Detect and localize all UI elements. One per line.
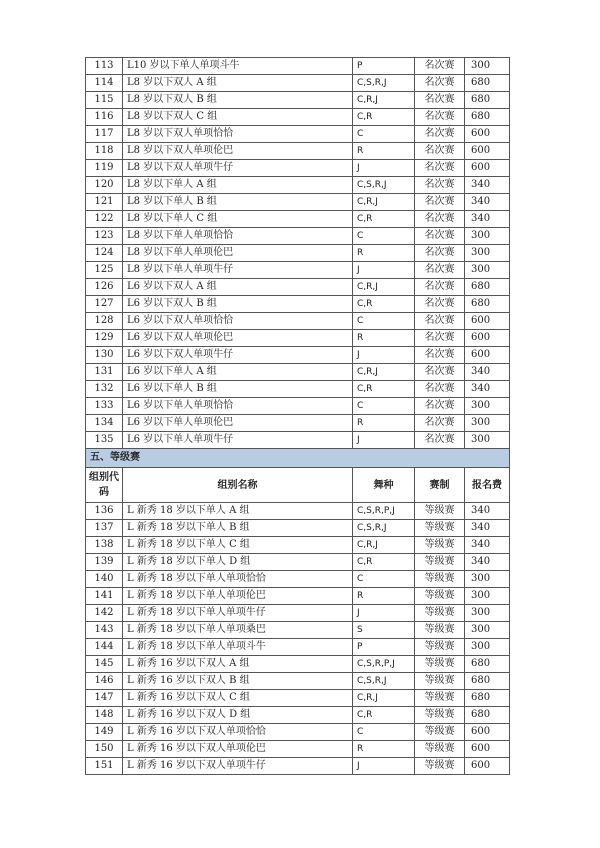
row-fee: 340 [465, 554, 510, 571]
row-fee: 600 [465, 143, 510, 160]
row-code: 131 [86, 364, 123, 381]
row-format: 名次赛 [415, 262, 465, 279]
table-row [86, 228, 510, 245]
row-code: 113 [86, 58, 123, 75]
row-dance: C,R,J [353, 537, 415, 554]
row-format: 名次赛 [415, 398, 465, 415]
table-row [86, 296, 510, 313]
table-row [86, 520, 510, 537]
row-format: 等级赛 [415, 622, 465, 639]
row-code: 133 [86, 398, 123, 415]
row-code: 129 [86, 330, 123, 347]
row-name: L 新秀 16 岁以下双人 A 组 [123, 656, 353, 673]
row-dance: P [353, 639, 415, 656]
row-name: L6 岁以下单人单项恰恰 [123, 398, 353, 415]
header-dance: 舞种 [353, 468, 415, 503]
row-format: 名次赛 [415, 381, 465, 398]
section-title-row [86, 449, 510, 468]
row-fee: 300 [465, 262, 510, 279]
row-dance: C,R [353, 296, 415, 313]
row-name: L8 岁以下双人 B 组 [123, 92, 353, 109]
table-row [86, 245, 510, 262]
row-code: 140 [86, 571, 123, 588]
row-code: 121 [86, 194, 123, 211]
row-code: 124 [86, 245, 123, 262]
row-dance: C,R,J [353, 279, 415, 296]
row-dance: J [353, 347, 415, 364]
row-name: L8 岁以下单人 A 组 [123, 177, 353, 194]
row-code: 144 [86, 639, 123, 656]
row-dance: J [353, 605, 415, 622]
row-name: L 新秀 16 岁以下双人 C 组 [123, 690, 353, 707]
row-format: 名次赛 [415, 194, 465, 211]
row-name: L 新秀 18 岁以下单人 C 组 [123, 537, 353, 554]
table-row [86, 622, 510, 639]
table-row [86, 109, 510, 126]
row-format: 名次赛 [415, 143, 465, 160]
row-format: 名次赛 [415, 415, 465, 432]
row-code: 151 [86, 758, 123, 775]
row-code: 117 [86, 126, 123, 143]
row-code: 123 [86, 228, 123, 245]
row-format: 名次赛 [415, 177, 465, 194]
row-name: L8 岁以下双人单项牛仔 [123, 160, 353, 177]
ranking-rows [86, 58, 510, 449]
row-dance: C [353, 724, 415, 741]
row-fee: 680 [465, 690, 510, 707]
row-dance: C,R [353, 109, 415, 126]
table-row [86, 211, 510, 228]
table-row [86, 177, 510, 194]
row-dance: C,R,J [353, 690, 415, 707]
row-dance: C,R,J [353, 194, 415, 211]
row-name: L6 岁以下单人单项牛仔 [123, 432, 353, 449]
row-format: 名次赛 [415, 245, 465, 262]
row-dance: J [353, 160, 415, 177]
row-dance: C,R [353, 211, 415, 228]
table-row [86, 656, 510, 673]
row-name: L8 岁以下单人单项牛仔 [123, 262, 353, 279]
table-row [86, 126, 510, 143]
row-dance: C [353, 126, 415, 143]
row-name: L 新秀 16 岁以下双人 D 组 [123, 707, 353, 724]
row-fee: 600 [465, 160, 510, 177]
row-format: 等级赛 [415, 758, 465, 775]
row-fee: 300 [465, 228, 510, 245]
row-code: 148 [86, 707, 123, 724]
row-fee: 680 [465, 296, 510, 313]
row-name: L10 岁以下单人单项斗牛 [123, 58, 353, 75]
row-name: L 新秀 18 岁以下单人单项斗牛 [123, 639, 353, 656]
header-name: 组别名称 [123, 468, 353, 503]
table-row [86, 75, 510, 92]
row-dance: J [353, 262, 415, 279]
grade-section [86, 449, 510, 503]
row-fee: 300 [465, 432, 510, 449]
table-row [86, 194, 510, 211]
table-row [86, 279, 510, 296]
table-row [86, 313, 510, 330]
row-code: 149 [86, 724, 123, 741]
row-format: 等级赛 [415, 639, 465, 656]
row-fee: 600 [465, 724, 510, 741]
table-row [86, 605, 510, 622]
table-row [86, 92, 510, 109]
row-format: 名次赛 [415, 279, 465, 296]
row-code: 127 [86, 296, 123, 313]
row-format: 等级赛 [415, 503, 465, 520]
header-format: 赛制 [415, 468, 465, 503]
row-code: 118 [86, 143, 123, 160]
row-dance: J [353, 758, 415, 775]
row-code: 143 [86, 622, 123, 639]
row-dance: C,S,R,J [353, 520, 415, 537]
row-fee: 680 [465, 109, 510, 126]
row-format: 等级赛 [415, 673, 465, 690]
row-name: L8 岁以下单人 B 组 [123, 194, 353, 211]
section-title: 五、等级赛 [86, 449, 510, 468]
row-code: 147 [86, 690, 123, 707]
table-header-row [86, 468, 510, 503]
row-fee: 680 [465, 673, 510, 690]
row-format: 等级赛 [415, 520, 465, 537]
table-row [86, 724, 510, 741]
row-fee: 340 [465, 211, 510, 228]
row-fee: 680 [465, 279, 510, 296]
row-fee: 600 [465, 347, 510, 364]
row-code: 135 [86, 432, 123, 449]
row-name: L6 岁以下双人单项伦巴 [123, 330, 353, 347]
row-code: 132 [86, 381, 123, 398]
row-dance: R [353, 330, 415, 347]
table-row [86, 707, 510, 724]
row-format: 名次赛 [415, 75, 465, 92]
row-fee: 300 [465, 622, 510, 639]
row-name: L8 岁以下双人单项恰恰 [123, 126, 353, 143]
row-fee: 300 [465, 639, 510, 656]
row-format: 等级赛 [415, 605, 465, 622]
row-fee: 680 [465, 75, 510, 92]
table-row [86, 143, 510, 160]
table-row [86, 588, 510, 605]
table-row [86, 381, 510, 398]
row-dance: C,S,R,J [353, 75, 415, 92]
header-code: 组别代码 [86, 468, 123, 503]
row-dance: C [353, 228, 415, 245]
row-code: 114 [86, 75, 123, 92]
row-fee: 340 [465, 381, 510, 398]
row-fee: 600 [465, 126, 510, 143]
row-dance: C,S,R,J [353, 177, 415, 194]
row-dance: C,R [353, 554, 415, 571]
row-fee: 680 [465, 656, 510, 673]
table-row [86, 160, 510, 177]
row-dance: J [353, 432, 415, 449]
row-format: 等级赛 [415, 724, 465, 741]
table-row [86, 673, 510, 690]
row-dance: C,R,J [353, 92, 415, 109]
table-row [86, 690, 510, 707]
row-name: L6 岁以下双人单项恰恰 [123, 313, 353, 330]
row-fee: 340 [465, 177, 510, 194]
row-format: 等级赛 [415, 588, 465, 605]
row-name: L6 岁以下双人单项牛仔 [123, 347, 353, 364]
row-fee: 600 [465, 330, 510, 347]
table-row [86, 364, 510, 381]
row-name: L 新秀 18 岁以下单人 A 组 [123, 503, 353, 520]
row-fee: 340 [465, 503, 510, 520]
row-name: L 新秀 16 岁以下双人单项牛仔 [123, 758, 353, 775]
row-format: 等级赛 [415, 741, 465, 758]
row-name: L6 岁以下单人 A 组 [123, 364, 353, 381]
row-name: L 新秀 18 岁以下单人单项桑巴 [123, 622, 353, 639]
row-dance: C,R,J [353, 364, 415, 381]
row-fee: 340 [465, 537, 510, 554]
table-row [86, 262, 510, 279]
row-code: 122 [86, 211, 123, 228]
row-format: 等级赛 [415, 707, 465, 724]
row-fee: 340 [465, 194, 510, 211]
row-fee: 680 [465, 92, 510, 109]
row-name: L6 岁以下双人 B 组 [123, 296, 353, 313]
row-code: 115 [86, 92, 123, 109]
row-format: 等级赛 [415, 554, 465, 571]
row-name: L 新秀 16 岁以下双人单项伦巴 [123, 741, 353, 758]
row-dance: R [353, 588, 415, 605]
row-dance: R [353, 245, 415, 262]
table-row [86, 741, 510, 758]
row-format: 名次赛 [415, 211, 465, 228]
row-format: 等级赛 [415, 571, 465, 588]
row-fee: 340 [465, 364, 510, 381]
row-fee: 300 [465, 415, 510, 432]
row-fee: 300 [465, 245, 510, 262]
row-code: 136 [86, 503, 123, 520]
row-code: 120 [86, 177, 123, 194]
header-fee: 报名费 [465, 468, 510, 503]
row-code: 141 [86, 588, 123, 605]
row-format: 名次赛 [415, 330, 465, 347]
row-code: 128 [86, 313, 123, 330]
row-format: 名次赛 [415, 296, 465, 313]
row-name: L8 岁以下单人 C 组 [123, 211, 353, 228]
row-format: 等级赛 [415, 690, 465, 707]
row-fee: 300 [465, 605, 510, 622]
row-name: L6 岁以下单人单项伦巴 [123, 415, 353, 432]
row-dance: C,S,R,P,J [353, 656, 415, 673]
row-code: 145 [86, 656, 123, 673]
row-fee: 600 [465, 741, 510, 758]
row-code: 116 [86, 109, 123, 126]
row-code: 119 [86, 160, 123, 177]
row-code: 139 [86, 554, 123, 571]
row-name: L 新秀 18 岁以下单人单项恰恰 [123, 571, 353, 588]
row-dance: C,R [353, 707, 415, 724]
row-fee: 300 [465, 58, 510, 75]
row-format: 名次赛 [415, 126, 465, 143]
row-fee: 300 [465, 588, 510, 605]
table-row [86, 330, 510, 347]
row-dance: P [353, 58, 415, 75]
row-name: L8 岁以下双人 C 组 [123, 109, 353, 126]
table-row [86, 347, 510, 364]
row-fee: 300 [465, 571, 510, 588]
row-dance: C [353, 398, 415, 415]
row-format: 名次赛 [415, 109, 465, 126]
row-name: L 新秀 18 岁以下单人单项伦巴 [123, 588, 353, 605]
row-dance: C [353, 571, 415, 588]
row-format: 名次赛 [415, 313, 465, 330]
table-row [86, 432, 510, 449]
table-row [86, 554, 510, 571]
grade-rows [86, 503, 510, 775]
table-row [86, 571, 510, 588]
row-dance: C [353, 313, 415, 330]
row-fee: 600 [465, 758, 510, 775]
row-name: L6 岁以下单人 B 组 [123, 381, 353, 398]
row-code: 126 [86, 279, 123, 296]
row-code: 146 [86, 673, 123, 690]
row-dance: C,S,R,P,J [353, 503, 415, 520]
row-dance: R [353, 143, 415, 160]
row-code: 134 [86, 415, 123, 432]
row-code: 125 [86, 262, 123, 279]
table-row [86, 503, 510, 520]
row-code: 150 [86, 741, 123, 758]
row-dance: R [353, 741, 415, 758]
row-dance: C,R [353, 381, 415, 398]
table-row [86, 398, 510, 415]
row-format: 名次赛 [415, 228, 465, 245]
row-code: 138 [86, 537, 123, 554]
row-format: 等级赛 [415, 537, 465, 554]
row-name: L 新秀 18 岁以下单人 B 组 [123, 520, 353, 537]
row-dance: R [353, 415, 415, 432]
row-fee: 340 [465, 520, 510, 537]
table-row [86, 758, 510, 775]
row-format: 等级赛 [415, 656, 465, 673]
row-name: L8 岁以下单人单项恰恰 [123, 228, 353, 245]
row-code: 142 [86, 605, 123, 622]
row-name: L 新秀 16 岁以下双人单项恰恰 [123, 724, 353, 741]
row-name: L 新秀 18 岁以下单人 D 组 [123, 554, 353, 571]
row-name: L 新秀 18 岁以下单人单项牛仔 [123, 605, 353, 622]
row-format: 名次赛 [415, 364, 465, 381]
row-fee: 680 [465, 707, 510, 724]
registration-table [85, 57, 510, 775]
row-format: 名次赛 [415, 58, 465, 75]
row-dance: C,S,R,J [353, 673, 415, 690]
table-row [86, 58, 510, 75]
table-row [86, 415, 510, 432]
row-code: 137 [86, 520, 123, 537]
row-fee: 600 [465, 313, 510, 330]
row-name: L6 岁以下双人 A 组 [123, 279, 353, 296]
row-name: L8 岁以下单人单项伦巴 [123, 245, 353, 262]
row-fee: 300 [465, 398, 510, 415]
row-format: 名次赛 [415, 92, 465, 109]
table-row [86, 639, 510, 656]
row-format: 名次赛 [415, 347, 465, 364]
row-format: 名次赛 [415, 432, 465, 449]
row-format: 名次赛 [415, 160, 465, 177]
table-row [86, 537, 510, 554]
row-dance: S [353, 622, 415, 639]
row-name: L 新秀 16 岁以下双人 B 组 [123, 673, 353, 690]
row-name: L8 岁以下双人单项伦巴 [123, 143, 353, 160]
row-name: L8 岁以下双人 A 组 [123, 75, 353, 92]
row-code: 130 [86, 347, 123, 364]
